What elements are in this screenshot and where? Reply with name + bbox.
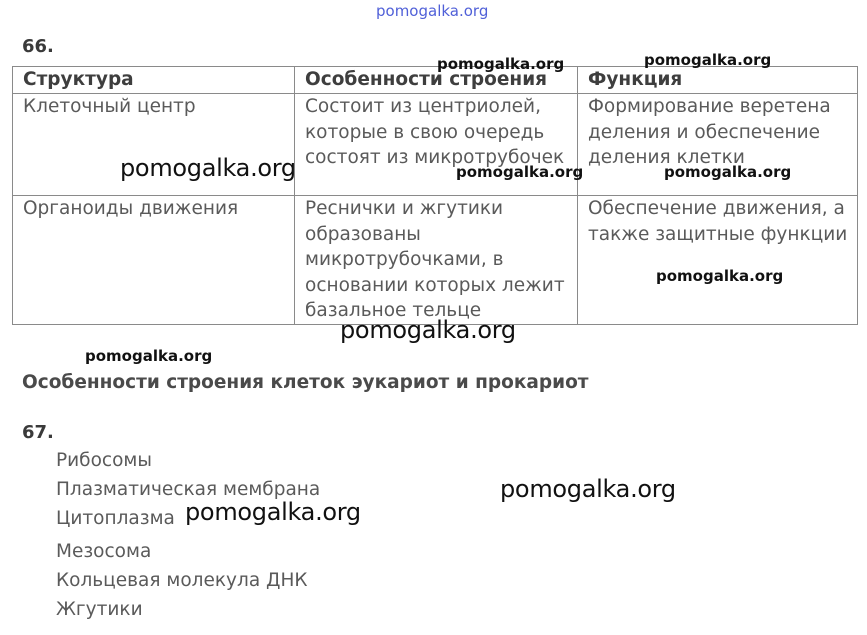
header-features: Особенности строения bbox=[295, 67, 578, 94]
table-header-row bbox=[13, 67, 858, 94]
table-cell: Состоит из центриолей, которые в свою очередь состоят из микротрубочек bbox=[295, 94, 578, 196]
watermark: pomogalka.org bbox=[500, 475, 676, 503]
header-structure: Структура bbox=[13, 67, 295, 94]
list-item: Плазматическая мембрана bbox=[56, 479, 321, 500]
organelle-list bbox=[56, 448, 320, 626]
table-cell: Органоиды движения bbox=[13, 196, 295, 325]
watermark: pomogalka.org bbox=[656, 267, 784, 285]
watermark: pomogalka.org bbox=[120, 154, 296, 182]
section-heading: Особенности строения клеток эукариот и прокариот bbox=[22, 372, 589, 393]
watermark: pomogalka.org bbox=[340, 316, 516, 344]
list-item: Кольцевая молекула ДНК bbox=[56, 570, 308, 591]
task-67-number: 67. bbox=[22, 422, 54, 443]
list-item: Мезосома bbox=[56, 541, 152, 562]
structure-table bbox=[12, 66, 858, 325]
table-row bbox=[13, 196, 858, 325]
list-item: Жгутики bbox=[56, 599, 143, 620]
watermark: pomogalka.org bbox=[185, 498, 361, 526]
header-function: Функция bbox=[578, 67, 858, 94]
table-cell: Формирование веретена деления и обеспечение деления клетки bbox=[578, 94, 858, 196]
watermark: pomogalka.org bbox=[437, 55, 565, 73]
list-item: Рибосомы bbox=[56, 450, 152, 471]
task-66-number: 66. bbox=[22, 36, 54, 57]
watermark-top: pomogalka.org bbox=[376, 2, 489, 20]
watermark: pomogalka.org bbox=[85, 347, 213, 365]
watermark: pomogalka.org bbox=[456, 163, 584, 181]
table-cell: Реснички и жгутики образованы микротрубочками, в основании которых лежит базальное тельце bbox=[295, 196, 578, 325]
table-cell: Обеспечение движения, а также защитные функции bbox=[578, 196, 858, 325]
table-cell: Клеточный центр bbox=[13, 94, 295, 196]
watermark: pomogalka.org bbox=[644, 51, 772, 69]
list-item: Цитоплазма bbox=[56, 508, 175, 529]
watermark: pomogalka.org bbox=[664, 163, 792, 181]
